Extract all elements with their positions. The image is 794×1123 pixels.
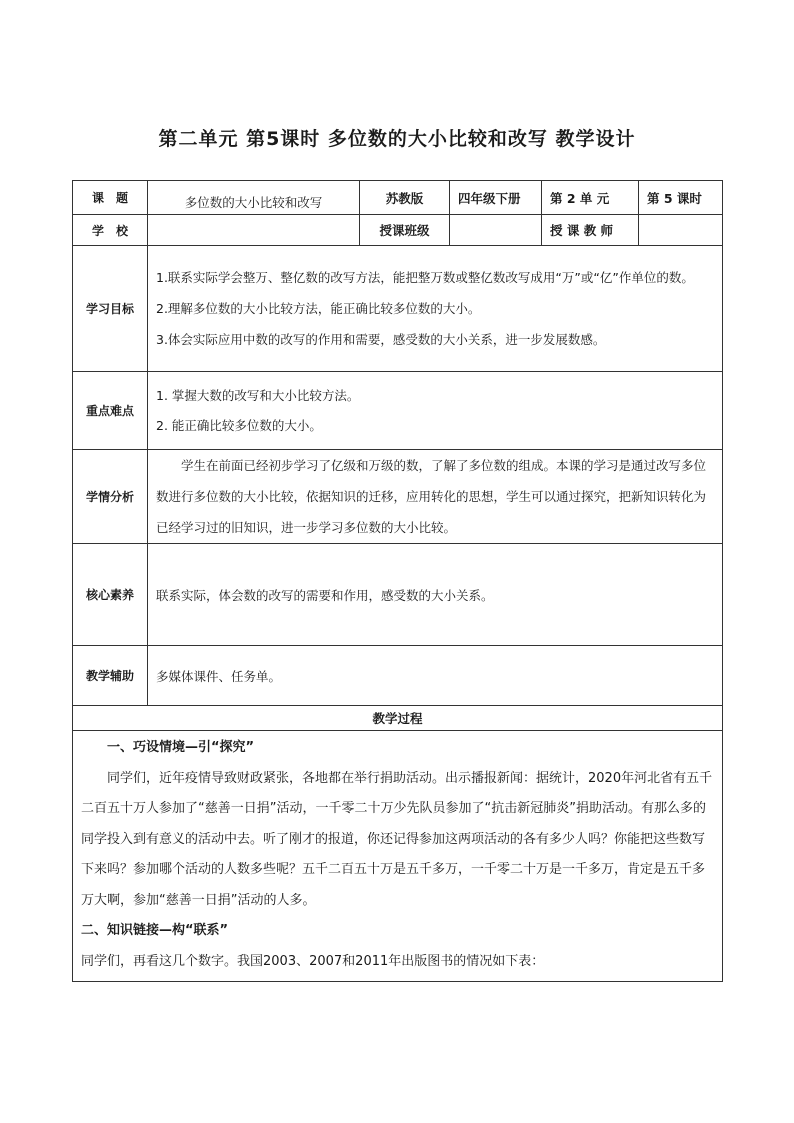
section-text: 同学们，再看这几个数字。我国2003、2007和2011年出版图书的情况如下表： xyxy=(81,953,545,969)
process-content xyxy=(73,731,723,982)
analysis-text: 学生在前面已经初步学习了亿级和万级的数，了解了多位数的组成。本课的学习是通过改写多位数进行多位数的大小比较，依据知识的迁移，应用转化的思想，学生可以通过探究，把新知识转化为已经学习过的旧知识，进一步学习多位数的大小比较。 xyxy=(156,458,707,535)
objective-item: 2.理解多位数的大小比较方法，能正确比较多位数的大小。 xyxy=(156,301,481,316)
class-value xyxy=(450,215,542,246)
row-key-points xyxy=(73,372,723,450)
aids-label: 教学辅助 xyxy=(73,646,148,706)
aids-text: 多媒体课件、任务单。 xyxy=(148,646,723,706)
topic-label: 课 题 xyxy=(73,181,148,215)
objective-item: 1.联系实际学会整万、整亿数的改写方法，能把整万数或整亿数改写成用“万”或“亿”作单位的数。 xyxy=(156,270,694,285)
school-value xyxy=(148,215,360,246)
grade: 四年级下册 xyxy=(450,181,542,215)
key-point-item: 1. 掌握大数的改写和大小比较方法。 xyxy=(156,388,360,403)
key-points-content xyxy=(148,372,723,450)
page-title: 第二单元 第5课时 多位数的大小比较和改写 教学设计 xyxy=(158,128,636,150)
lesson-plan-table xyxy=(72,180,723,982)
analysis-label: 学情分析 xyxy=(73,450,148,544)
literacy-label: 核心素养 xyxy=(73,544,148,646)
unit: 第 2 单 元 xyxy=(542,181,639,215)
topic-value: 多位数的大小比较和改写 xyxy=(148,181,360,215)
objectives-content xyxy=(148,246,723,372)
analysis-content xyxy=(148,450,723,544)
row-process xyxy=(73,731,723,982)
teacher-label: 授 课 教 师 xyxy=(542,215,639,246)
key-point-item: 2. 能正确比较多位数的大小。 xyxy=(156,418,322,433)
section-heading: 二、知识链接—构“联系” xyxy=(81,923,229,938)
teacher-value xyxy=(639,215,723,246)
section-text: 同学们，近年疫情导致财政紧张，各地都在举行捐助活动。出示播报新闻：据统计，2020年河北省有五千二百五十万人参加了“慈善一日捐”活动，一千零二十万少先队员参加了“抗击新冠肺炎”捐助活动。有那么多的同学投入到有意义的活动中去。听了刚才的报道，你还记得参加这两项活动的各有多少人吗？你能把这些数写下来吗？参加哪个活动的人数多些呢？五千二百五十万是五千多万，一千零二十万是一千多万，肯定是五千多万大啊，参加“慈善一日捐”活动的人多。 xyxy=(81,770,713,908)
row-school xyxy=(73,215,723,246)
objective-item: 3.体会实际应用中数的改写的作用和需要，感受数的大小关系，进一步发展数感。 xyxy=(156,332,606,347)
class-label: 授课班级 xyxy=(360,215,450,246)
lesson-number: 第 5 课时 xyxy=(639,181,723,215)
school-label: 学 校 xyxy=(73,215,148,246)
row-literacy xyxy=(73,544,723,646)
row-analysis xyxy=(73,450,723,544)
literacy-text: 联系实际，体会数的改写的需要和作用，感受数的大小关系。 xyxy=(148,544,723,646)
row-process-header xyxy=(73,706,723,731)
process-header: 教学过程 xyxy=(73,706,723,731)
section-heading: 一、巧设情境—引“探究” xyxy=(107,740,255,755)
row-aids xyxy=(73,646,723,706)
key-points-label: 重点难点 xyxy=(73,372,148,450)
objectives-label: 学习目标 xyxy=(73,246,148,372)
row-objectives xyxy=(73,246,723,372)
publisher: 苏教版 xyxy=(360,181,450,215)
row-topic xyxy=(73,181,723,215)
